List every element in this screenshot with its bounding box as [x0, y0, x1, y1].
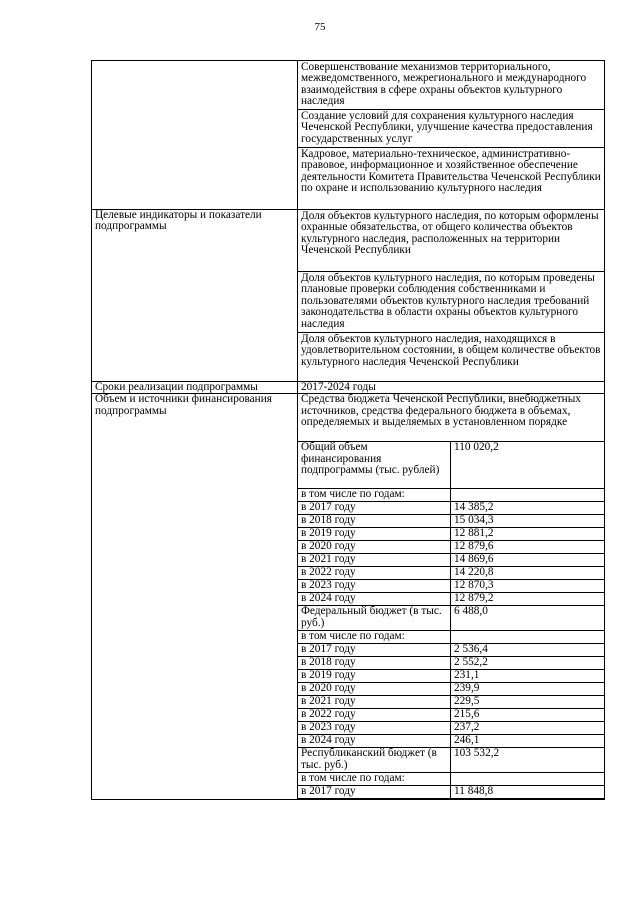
financing-cell [298, 394, 605, 800]
financing-row [298, 631, 604, 644]
financing-row-label: в 2017 году [298, 644, 451, 657]
financing-row [298, 670, 604, 683]
financing-row-value: 12 879,6 [451, 541, 605, 554]
financing-row-value [451, 489, 605, 502]
table-row [92, 210, 605, 382]
financing-row-value: 6 488,0 [451, 606, 605, 631]
terms-label: Сроки реализации подпрограммы [92, 382, 298, 394]
financing-row-label: в 2017 году [298, 502, 451, 515]
financing-row-label: в 2023 году [298, 722, 451, 735]
financing-row-value: 215,6 [451, 709, 605, 722]
financing-row-label: в 2022 году [298, 567, 451, 580]
financing-row-value [451, 773, 605, 786]
indicators-cell [298, 210, 605, 382]
financing-row-label: в 2019 году [298, 670, 451, 683]
financing-row [298, 489, 604, 502]
financing-row-label: в 2021 году [298, 696, 451, 709]
financing-row-label: Республиканский бюджет (в тыс. руб.) [298, 748, 451, 773]
financing-row-value: 12 881,2 [451, 528, 605, 541]
empty-left-cell [92, 61, 298, 210]
financing-row-value: 15 034,3 [451, 515, 605, 528]
financing-row [298, 683, 604, 696]
table-row [92, 394, 605, 800]
financing-row-label: в 2020 году [298, 683, 451, 696]
table-row [92, 61, 605, 210]
indicator-item: Доля объектов культурного наследия, по которым проведены плановые проверки соблюдения собственниками и пользователями объектов культурного наследия требований законодательства в области охраны объектов культурного наследия [298, 272, 604, 333]
indicators-label: Целевые индикаторы и показатели подпрограммы [92, 210, 298, 382]
financing-row-value [451, 631, 605, 644]
financing-row [298, 709, 604, 722]
table-row [92, 382, 605, 394]
financing-row-value: 239,9 [451, 683, 605, 696]
financing-row-label: в 2024 году [298, 735, 451, 748]
financing-row-label: в 2017 году [298, 786, 451, 799]
financing-row-label: в 2022 году [298, 709, 451, 722]
financing-row [298, 735, 604, 748]
financing-row [298, 606, 604, 631]
financing-row-label: в 2020 году [298, 541, 451, 554]
financing-row-label: Федеральный бюджет (в тыс. руб.) [298, 606, 451, 631]
financing-row-value: 2 552,2 [451, 657, 605, 670]
page-number: 75 [314, 21, 326, 33]
financing-row-value: 14 869,6 [451, 554, 605, 567]
task-block: Совершенствование механизмов территориального, межведомственного, межрегионального и международного взаимодействия в сфере охраны объектов культурного наследия [298, 61, 604, 110]
financing-row [298, 528, 604, 541]
financing-row-value: 237,2 [451, 722, 605, 735]
financing-row-value: 229,5 [451, 696, 605, 709]
financing-row-label: в 2018 году [298, 657, 451, 670]
financing-row-value: 103 532,2 [451, 748, 605, 773]
financing-row [298, 593, 604, 606]
financing-row-value: 14 220,8 [451, 567, 605, 580]
financing-row [298, 657, 604, 670]
financing-row-label: в 2021 году [298, 554, 451, 567]
terms-value: 2017-2024 годы [298, 382, 605, 394]
financing-row [298, 748, 604, 773]
financing-row-label: в 2018 году [298, 515, 451, 528]
financing-label: Объем и источники финансирования подпрограммы [92, 394, 298, 800]
financing-row [298, 442, 604, 489]
financing-row [298, 786, 604, 799]
indicator-item: Доля объектов культурного наследия, находящихся в удовлетворительном состоянии, в общем количестве объектов культурного наследия Чеченской Республики [301, 333, 601, 368]
financing-row-value: 231,1 [451, 670, 605, 683]
financing-row-label: в том числе по годам: [298, 773, 451, 786]
financing-row [298, 722, 604, 735]
financing-row [298, 541, 604, 554]
financing-row-label: Общий объем финансирования подпрограммы (тыс. рублей) [298, 442, 451, 489]
financing-row-value: 11 848,8 [451, 786, 605, 799]
financing-row-value: 12 870,3 [451, 580, 605, 593]
financing-row [298, 696, 604, 709]
financing-row [298, 773, 604, 786]
financing-row [298, 515, 604, 528]
financing-row [298, 502, 604, 515]
financing-row-label: в 2019 году [298, 528, 451, 541]
financing-row-label: в том числе по годам: [298, 631, 451, 644]
financing-row [298, 580, 604, 593]
financing-row-value: 12 879,2 [451, 593, 605, 606]
financing-intro: Средства бюджета Чеченской Республики, внебюджетных источников, средства федерального бюджета в объемах, определяемых и выделяемых в установленном порядке [298, 394, 604, 442]
tasks-cell [298, 61, 605, 210]
financing-row-label: в 2023 году [298, 580, 451, 593]
financing-row [298, 554, 604, 567]
financing-row-value: 246,1 [451, 735, 605, 748]
financing-row-value: 110 020,2 [451, 442, 605, 489]
task-block: Создание условий для сохранения культурного наследия Чеченской Республики, улучшение качества предоставления государственных услуг [298, 110, 604, 148]
task-block: Кадровое, материально-техническое, административно-правовое, информационное и хозяйственное обеспечение деятельности Комитета Правительства Чеченской Республики по охране и использованию культурного наследия [301, 148, 601, 195]
financing-row-label: в том числе по годам: [298, 489, 451, 502]
subprogram-passport-table [91, 60, 605, 800]
financing-row-label: в 2024 году [298, 593, 451, 606]
indicator-item: Доля объектов культурного наследия, по которым оформлены охранные обязательства, от общего количества объектов культурного наследия, расположенных на территории Чеченской Республики [298, 210, 604, 272]
financing-breakdown-table [298, 442, 604, 799]
financing-row-value: 14 385,2 [451, 502, 605, 515]
financing-row [298, 644, 604, 657]
financing-row-value: 2 536,4 [451, 644, 605, 657]
financing-row [298, 567, 604, 580]
